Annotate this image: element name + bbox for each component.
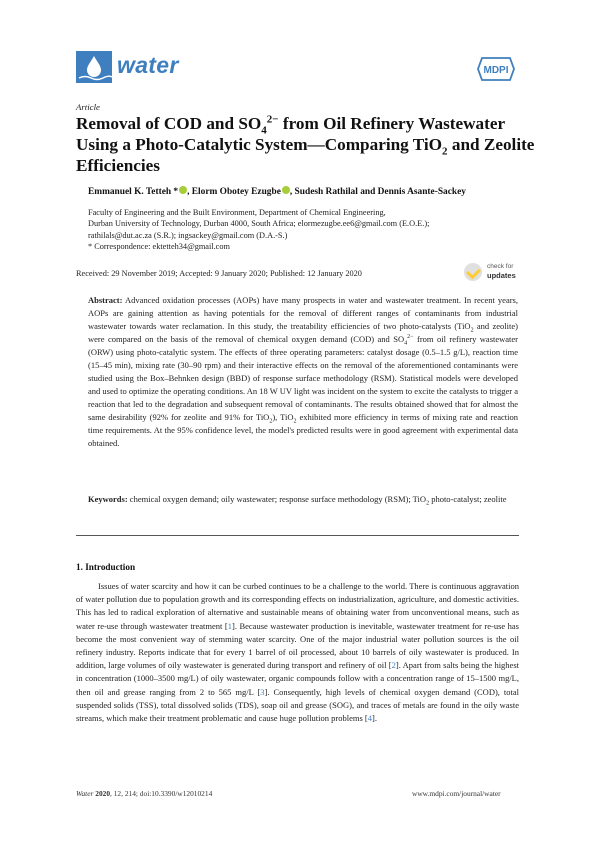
check-updates-line1: check for	[487, 263, 514, 270]
abstract-text: from oil refinery wastewater (ORW) using photo-catalytic system. The effects of three operating parameters: catalyst dosage (0.5–1.5 g/L), reaction time (15–45 min), mixing rate (30–90 rpm) and their interactive effects on the removal of the aforementioned contaminants were studied using the Box–Behnken design (BBD) of response surface methodology (RSM). Statistical models were developed and used to optimize the operating conditions. An 18 W UV light was incident on the system to excite the catalysts to trigger a reaction that led to the degradation and subsequent removal of contaminants. The results obtained showed that for almost the same desirability (92% for zeolite and 91% for TiO	[88, 334, 519, 422]
affiliation-line: Durban University of Technology, Durban 4000, South Africa; elormezugbe.ee6@gmail.com (E.O.E.);	[88, 219, 430, 229]
correspondence-line: * Correspondence: ektetteh34@gmail.com	[88, 242, 230, 252]
body-text: ]. Because wastewater production is inevitable, wastewater treatment for re-use has become the most convenient way of stemming water scarcity. One of the major industrial water pollution sources is the oil refinery industry. Reports indicate that for every 1 barrel of oil processed, about 10 barrels of oily wastewater is produced. In addition, large volumes of oily wastewater is generated during transport and refinery of oil [	[76, 620, 519, 671]
footer-year: 2020	[95, 789, 111, 798]
title-subscript: 2	[442, 145, 448, 158]
footer-citation	[76, 789, 212, 798]
affiliation-line: Faculty of Engineering and the Built Environment, Department of Chemical Engineering,	[88, 208, 386, 217]
check-for-updates-icon	[464, 263, 482, 281]
author-name[interactable]: , Elorm Obotey Ezugbe	[187, 187, 281, 197]
footer-journal: Water	[76, 789, 94, 798]
abstract-label: Abstract:	[88, 295, 123, 305]
mdpi-logo-icon	[476, 56, 516, 82]
orcid-icon[interactable]	[179, 186, 187, 194]
keywords-subscript: 2	[426, 500, 430, 507]
author-list	[88, 186, 466, 197]
journal-name: water	[117, 52, 179, 78]
title-superscript: 2−	[266, 113, 279, 126]
title-text: from Oil Refinery Wastewater Using a Photo-Catalytic System—Comparing TiO	[76, 114, 505, 154]
publication-dates: Received: 29 November 2019; Accepted: 9 January 2020; Published: 12 January 2020	[76, 269, 362, 278]
article-type: Article	[76, 102, 100, 112]
affiliation-line: rathilals@dut.ac.za (S.R.); ingsackey@gmail.com (D.A.-S.)	[88, 230, 288, 240]
citation-link[interactable]: 2	[391, 660, 396, 671]
body-text: Issues of water scarcity and how it can be curbed continues to be a challenge to the world. There is continuous aggravation of water pollution due to population growth and its corresponding effects on industrialization, agriculture, and domestic activities. This has led to radical exploration of alternative and sustainable means of obtaining water from unconventional means, such as water re-use through wastewater treatment [	[76, 581, 519, 631]
author-name[interactable]: , Sudesh Rathilal and Dennis Asante-Sackey	[289, 187, 466, 197]
check-updates-line2: updates	[487, 271, 516, 280]
abstract-superscript: 2−	[407, 334, 414, 341]
citation-link[interactable]: 3	[260, 686, 265, 697]
title-subscript: 4	[261, 124, 267, 137]
footer-doi: , 12, 214; doi:10.3390/w12010214	[110, 789, 213, 798]
keywords-text: photo-catalyst; zeolite	[429, 494, 507, 504]
citation-link[interactable]: 1	[227, 620, 232, 631]
paper-title	[76, 113, 536, 176]
abstract-subscript: 2	[293, 418, 297, 425]
keywords	[88, 493, 518, 506]
abstract-text: ), TiO	[272, 412, 294, 422]
introduction-paragraph	[76, 580, 519, 725]
abstract-text: Advanced oxidation processes (AOPs) have many prospects in water and wastewater treatment. In recent years, AOPs are gaining attention as having potentials for the removal of different ranges of contaminants from industrial wastewater towards water reclamation. In this study, the treatability efficiencies of two photo-catalysts (TiO	[88, 295, 518, 331]
water-drop-icon	[76, 51, 112, 83]
title-text: and Zeolite Efficiencies	[76, 135, 535, 175]
section-divider	[76, 535, 519, 536]
abstract	[88, 294, 518, 450]
check-for-updates-button[interactable]	[464, 262, 524, 284]
abstract-subscript: 2	[470, 327, 474, 334]
body-text: ].	[372, 713, 377, 724]
keywords-label: Keywords:	[88, 494, 128, 504]
abstract-text: exhibited more efficiency in terms of mixing rate and reaction time requirements. At the 95% confidence level, the model's predicted results were in good agreement with experimental data obtained.	[88, 412, 518, 448]
mdpi-logo-text: MDPI	[483, 65, 509, 76]
keywords-text: chemical oxygen demand; oily wastewater; response surface methodology (RSM); TiO	[127, 494, 427, 504]
citation-link[interactable]: 4	[367, 713, 372, 724]
author-name[interactable]: Emmanuel K. Tetteh *	[88, 187, 179, 197]
body-text: ]. Consequently, high levels of chemical oxygen demand (COD), total suspended solids (TSS), total dissolved solids (TDS), soap oil and grease (SOG), and traces of metals are found in the oily waste streams, which make their treatment problematic and cause huge pollution problems [	[76, 686, 519, 724]
section-heading: 1. Introduction	[76, 562, 136, 572]
title-text: Removal of COD and SO	[76, 114, 262, 133]
footer-url[interactable]: www.mdpi.com/journal/water	[412, 789, 501, 798]
orcid-icon[interactable]	[282, 186, 290, 194]
affiliation-block	[88, 207, 528, 253]
abstract-subscript: 4	[404, 340, 408, 347]
abstract-subscript: 2	[269, 418, 273, 425]
body-text: ]. Apart from salts being the highest in concentration (1000–3500 mg/L) of oily wastewater, organic compounds follow with a concentration range of 15–1500 mg/L, then oil and grease ranging from 2 to 565 mg/L [	[76, 660, 519, 697]
abstract-text: and zeolite) were compared on the basis of the removal of chemical oxygen demand (COD) and SO	[88, 321, 518, 344]
